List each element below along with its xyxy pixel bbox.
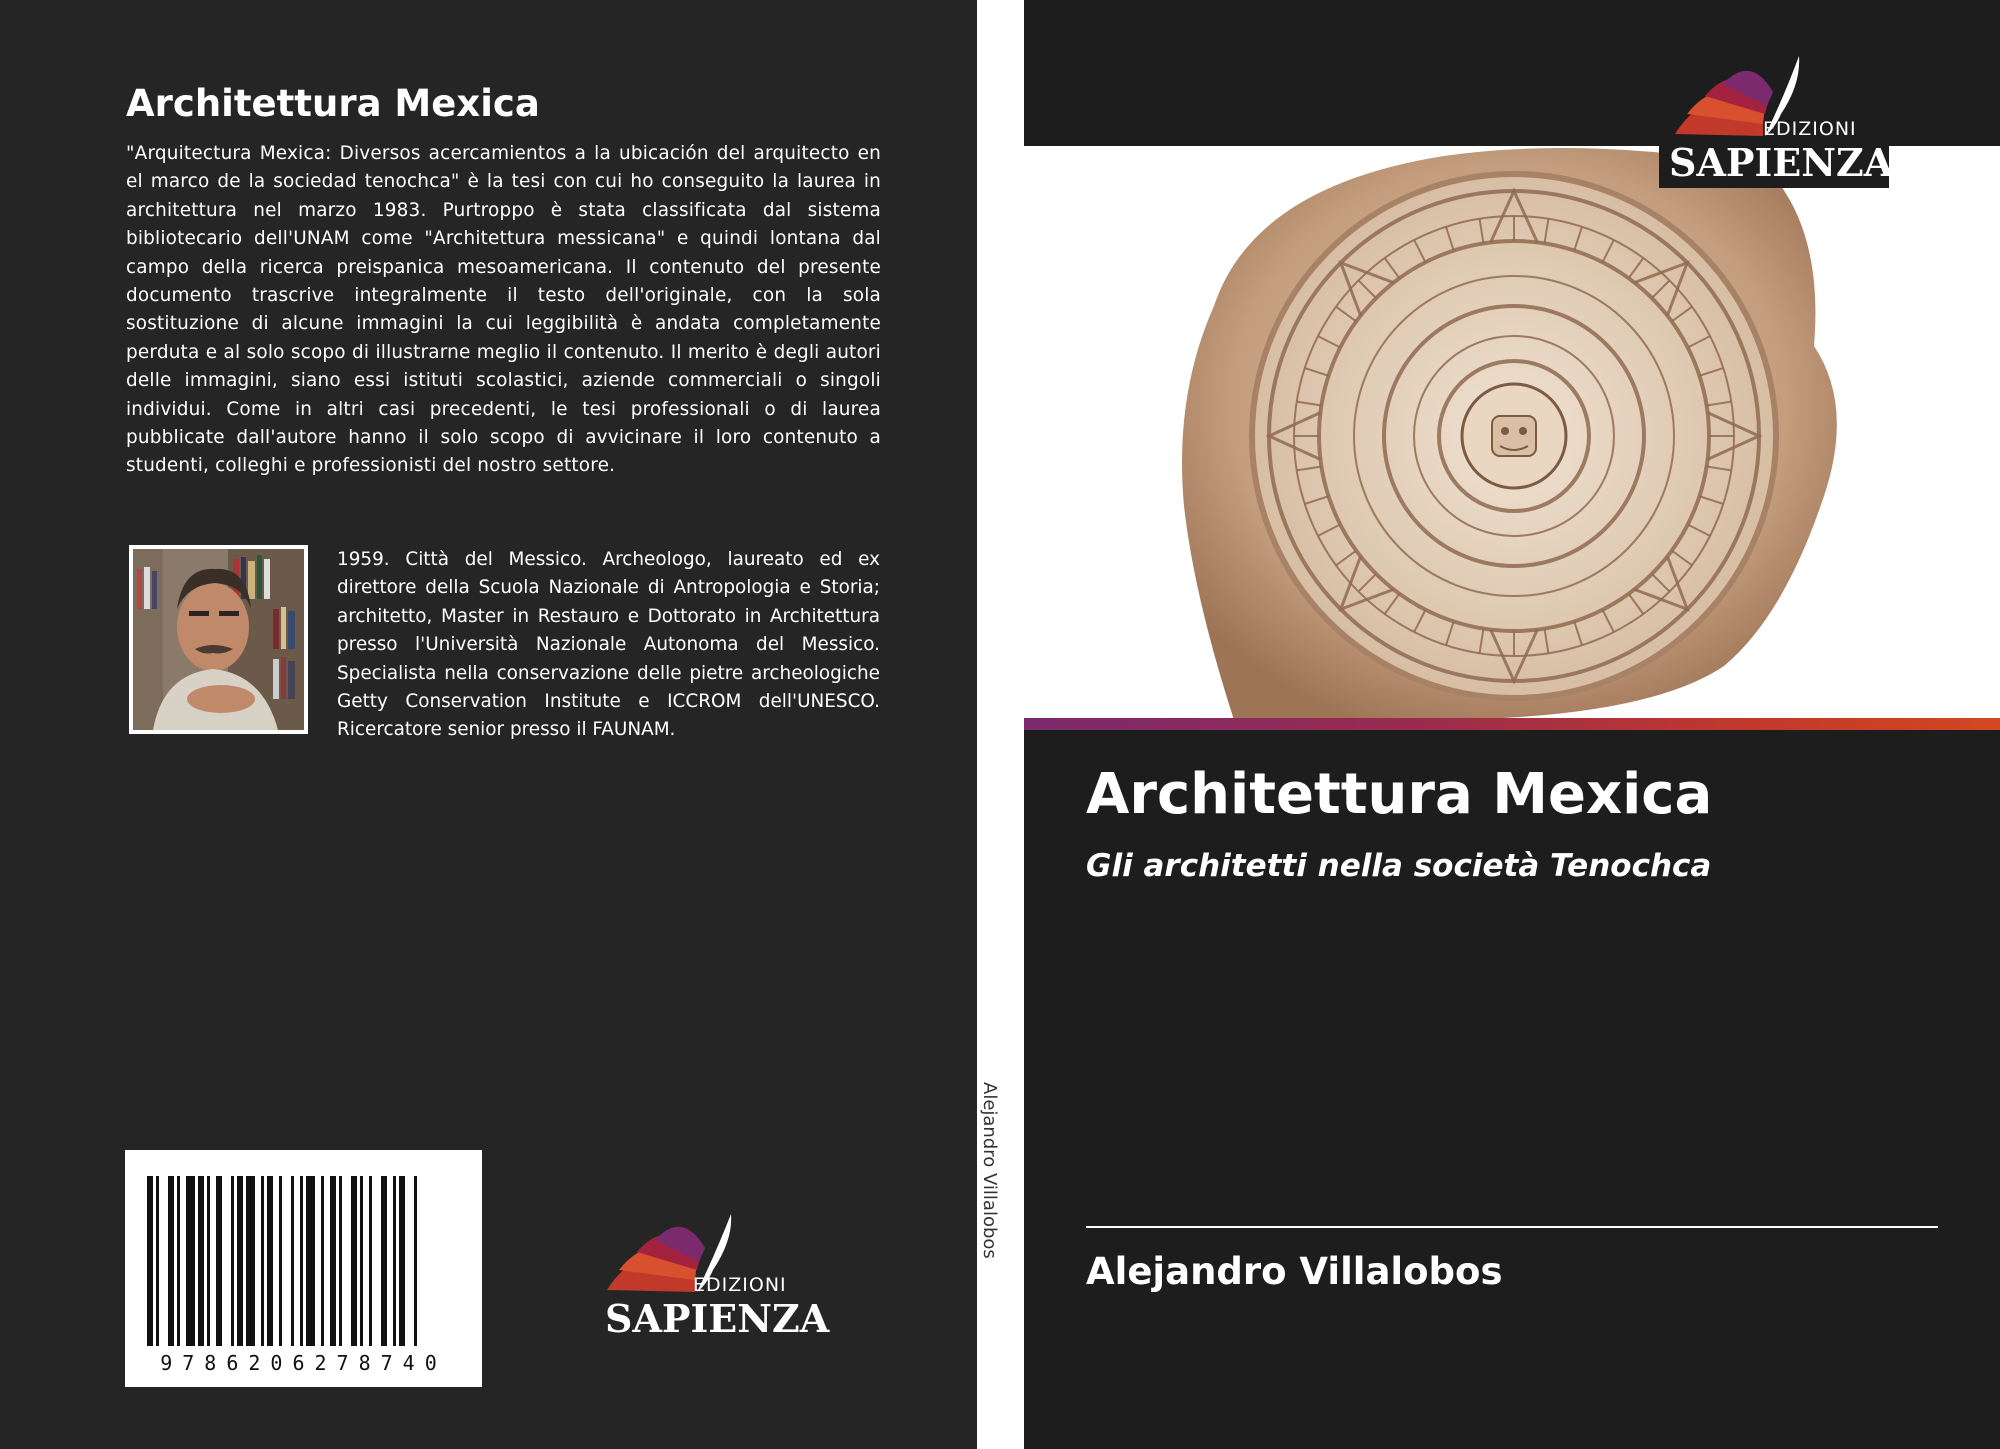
isbn-number: 9786206278740 xyxy=(135,1351,472,1375)
front-cover-subtitle: Gli architetti nella società Tenochca xyxy=(1086,848,1712,884)
barcode-bar xyxy=(330,1176,336,1346)
barcode-bar xyxy=(198,1176,204,1346)
barcode-bar xyxy=(246,1176,255,1346)
barcode-bar xyxy=(300,1176,303,1346)
barcode-bar xyxy=(291,1176,294,1346)
barcode-bar xyxy=(381,1176,387,1346)
barcode-bar xyxy=(393,1176,396,1346)
back-cover-title: Architettura Mexica xyxy=(126,82,540,125)
author-bio: 1959. Città del Messico. Archeologo, laureato ed ex direttore della Scuola Nazionale di Antropologia e Storia; architetto, Master in Restauro e Dottorato in Architettura presso l'Università Nazionale Autonoma del Messico. Specialista nella conservazione delle pietre archeologiche Getty Conservation Institute e ICCROM dell'UNESCO. Ricercatore senior presso il FAUNAM. xyxy=(337,549,880,741)
barcode-bar xyxy=(339,1176,342,1346)
barcode-bar xyxy=(207,1176,210,1346)
barcode-bar xyxy=(321,1176,324,1346)
barcode-bar xyxy=(237,1176,243,1346)
barcode-bar xyxy=(168,1176,174,1346)
barcode-bar xyxy=(306,1176,315,1346)
publisher-logo-back xyxy=(597,1210,830,1346)
publisher-logo-front xyxy=(1659,52,1894,188)
barcode-bar xyxy=(147,1176,153,1346)
back-cover-blurb: "Arquitectura Mexica: Diversos acercamientos a la ubicación del arquitecto en el marco de la sociedad tenochca" è la tesi con cui ho conseguito la laurea in architettura nel marzo 1983. Purtroppo è stata classificata dal sistema bibliotecario dell'UNAM come "Architettura messicana" e quindi lontana dal campo della ricerca preispanica mesoamericana. Il contenuto del presente documento trascrive integralmente il testo dell'originale, con la sola sostituzione di alcune immagini la cui leggibilità è andata completamente perduta e al solo scopo di illustrarne meglio il contenuto. Il merito è degli autori delle immagini, siano essi istituti scolastici, aziende commerciali o singoli individui. Come in altri casi precedenti, le tesi professionali o di laurea pubblicate dall'autore hanno il solo scopo di avvicinare il loro contenuto a studenti, colleghi e professionisti del nostro settore. xyxy=(126,143,881,477)
barcode-bar xyxy=(267,1176,273,1346)
publisher-name: SAPIENZA xyxy=(1669,140,1894,185)
publisher-edizioni: EDIZIONI xyxy=(1763,118,1857,140)
barcode-bar xyxy=(369,1176,372,1346)
barcode-bar xyxy=(279,1176,282,1346)
front-cover-title: Architettura Mexica xyxy=(1086,762,1713,827)
publisher-edizioni: EDIZIONI xyxy=(693,1274,787,1296)
publisher-name: SAPIENZA xyxy=(605,1296,830,1341)
front-cover-author: Alejandro Villalobos xyxy=(1086,1250,1503,1293)
barcode-bar xyxy=(231,1176,234,1346)
barcode-bar xyxy=(156,1176,159,1346)
barcode-bar xyxy=(360,1176,363,1346)
barcode-bar xyxy=(351,1176,357,1346)
divider-rule xyxy=(1086,1226,1938,1228)
barcode-bar xyxy=(261,1176,264,1346)
barcode-bar xyxy=(177,1176,180,1346)
accent-color-strip xyxy=(1024,718,2000,730)
barcode-image xyxy=(125,1150,482,1387)
author-portrait-image xyxy=(129,545,308,734)
barcode-bar xyxy=(216,1176,222,1346)
barcode-bar xyxy=(414,1176,417,1346)
spine-author: Alejandro Villalobos xyxy=(979,1082,1000,1259)
barcode-bar xyxy=(399,1176,405,1346)
sun-stone-image xyxy=(1024,146,2000,720)
barcode-bar xyxy=(186,1176,195,1346)
